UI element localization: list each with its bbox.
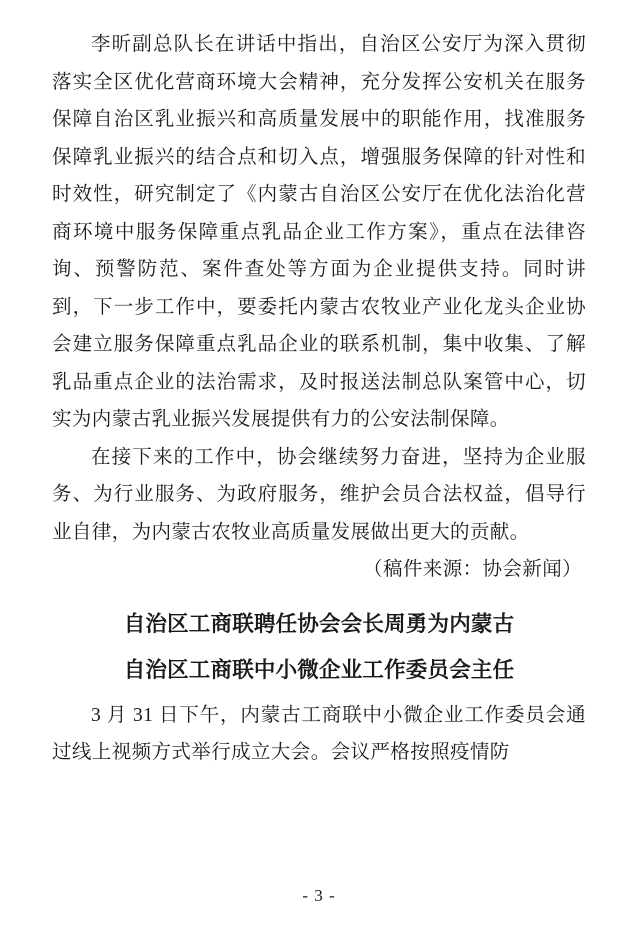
source-attribution: （稿件来源：协会新闻） (363, 559, 582, 580)
article-heading (52, 601, 586, 693)
heading-line-1: 自治区工商联聘任协会会长周勇为内蒙古 (123, 611, 515, 636)
page-number: - 3 - (302, 886, 336, 905)
paragraph-2: 在接下来的工作中，协会继续努力奋进，坚持为企业服务、为行业服务、为政府服务，维护会员合法权益，倡导行业自律，为内蒙古农牧业高质量发展做出更大的贡献。 (52, 446, 586, 543)
heading-line-2: 自治区工商联中小微企业工作委员会主任 (123, 657, 515, 682)
paragraph-next: 3 月 31 日下午，内蒙古工商联中小微企业工作委员会通过线上视频方式举行成立大会。会议严格按照疫情防 (52, 704, 586, 763)
document-body (52, 26, 586, 772)
paragraph-1: 李昕副总队长在讲话中指出，自治区公安厅为深入贯彻落实全区优化营商环境大会精神，充分发挥公安机关在服务保障自治区乳业振兴和高质量发展中的职能作用，找准服务保障乳业振兴的结合点和切入点，增强服务保障的针对性和时效性，研究制定了《内蒙古自治区公安厅在优化法治化营商环境中服务保障重点乳品企业工作方案》，重点在法律咨询、预警防范、案件查处等方面为企业提供支持。同时讲到，下一步工作中，要委托内蒙古农牧业产业化龙头企业协会建立服务保障重点乳品企业的联系机制，集中收集、了解乳品重点企业的法治需求，及时报送法制总队案管中心，切实为内蒙古乳业振兴发展提供有力的公安法制保障。 (52, 34, 586, 430)
